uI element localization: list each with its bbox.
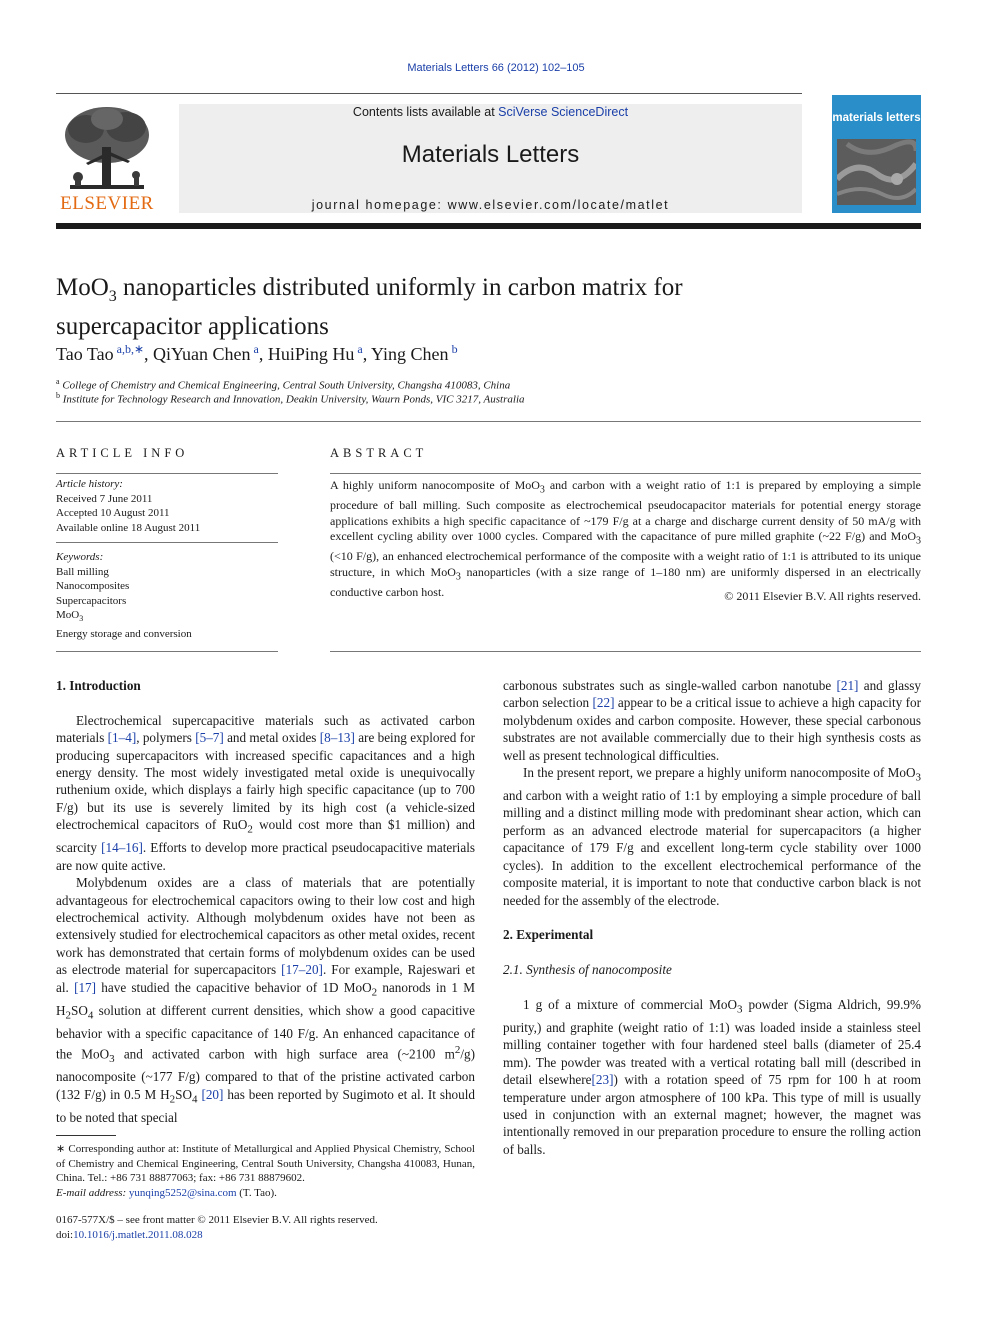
body-paragraph: carbonous substrates such as single-walled carbon nanotube [21] and glassy carbon selection [22] appear to be a critical issue to achieve a high capacity for molybdenum oxides and carbon composite. However, these special carbonous substrates are not available commercially due to their high synthesis costs as well as present technological difficulties. [503,678,921,763]
keywords-block [56,550,192,641]
article-info-heading: ARTICLE INFO [56,446,189,460]
body-paragraph: 1 g of a mixture of commercial MoO$_3$ powder (Sigma Aldrich, 99.9% purity,) and graphite (weight ratio of 1:1) was loaded inside a stainless steel milling container together with four hardened steel balls (diameter of 25.4 mm). The powder was treated with a vertical rotating ball mill (described in detail elsewhere[23]) with a rotation speed of 75 rpm for 100 h at room temperature under argon atmosphere of 100 kPa. This type of mill is usually used in conjunction with an external magnet; however, the magnet was intentionally removed in our preparation procedure to ensure the rolling action of balls. [503,996,921,1157]
elsevier-tree-icon [56,103,158,195]
affiliation-b: $^b$ Institute for Technology Research and Innovation, Deakin University, Waurn Ponds, VIC 3217, Australia [56,391,525,406]
body-paragraph: In the present report, we prepare a highly uniform nanocomposite of MoO$_3$ and carbon with a weight ratio of 1:1 by employing a simple procedure of ball milling and a distinct milling mode with predominant shear action, which can perform as an advanced electrode material for supercapacitors (a higher capacitance of 179 F/g and excellent long-term cycle stability over 1000 cycles). In addition to the excellent electrochemical performance of the composite material, it is important to note that conductive carbon black is not needed for the assembly of the electrode. [503,765,921,908]
abstract-rule [330,651,921,652]
section-heading-introduction: 1. Introduction [56,678,141,693]
sciencedirect-link[interactable]: SciVerse ScienceDirect [498,105,629,119]
body-column-left [56,677,475,1126]
cover-micrograph-image [837,139,916,205]
online-date: Available online 18 August 2011 [56,521,201,534]
header-top-rule [56,93,802,94]
elsevier-wordmark: ELSEVIER [60,193,154,214]
keyword: Supercapacitors [56,594,127,607]
abstract-copyright: © 2011 Elsevier B.V. All rights reserved. [724,589,921,603]
keyword: Ball milling [56,565,109,578]
issn-line: 0167-577X/$ – see front matter © 2011 Elsevier B.V. All rights reserved. [56,1214,378,1226]
author-email-link[interactable]: yunqing5252@sina.com [128,1186,237,1199]
info-rule [56,651,278,652]
journal-homepage[interactable]: journal homepage: www.elsevier.com/locate/matlet [311,198,670,212]
keywords-label: Keywords: [56,551,104,563]
header-thick-rule [56,223,921,229]
corresponding-author-footnote: ∗ Corresponding author at: Institute of Metallurgical and Applied Physical Chemistry, School of Chemistry and Chemical Engineering, Central South University, Changsha 410083, Hunan, China. Tel.: +86 731 88877063; fax: +86 731 88879602. E-mail address: yunqing5252@sina.com (T. Tao). [56,1143,475,1199]
contents-prefix: Contents lists available at [352,105,499,119]
journal-title: Materials Letters [401,141,580,168]
info-rule [56,473,278,474]
affiliation-rule [56,421,921,422]
author-affiliation-mark[interactable]: a [354,342,363,356]
info-rule [56,542,278,543]
body-column-right [503,677,921,1158]
author-affiliation-mark[interactable]: a,b,∗ [113,342,145,356]
author-name: HuiPing Hu [267,344,355,364]
abstract-text: A highly uniform nanocomposite of MoO$_3$ and carbon with a weight ratio of 1:1 is prepared by employing a simple procedure of ball milling. Such composite as electrochemical pseudocapacitor materials for potential energy storage applications exhibits a high specific capacitance of ~179 F/g at a charge and discharge current density of 50 mA/g with excellent cycling ability over 1000 cycles. Compared with the capacitance of pure milled graphite (~22 F/g) and MoO$_3$ (<10 F/g), an enhanced electrochemical performance of the composite with a weight ratio of 1:1 is attributed to its unique structure, in which MoO$_3$ nanoparticles (with a size range of 1–180 nm) are uniformly dispersed in an electrically conductive carbon host. [330,478,921,599]
keyword: Nanocomposites [56,580,130,592]
keyword: MoO$_3$ [56,609,84,624]
contents-line [179,105,802,119]
abstract-rule [330,473,921,474]
cover-title: materials letters [832,112,921,124]
front-matter: 0167-577X/$ – see front matter © 2011 Elsevier B.V. All rights reserved. doi:10.1016/j.matlet.2011.08.028 [56,1214,378,1241]
subsection-heading-synthesis: 2.1. Synthesis of nanocomposite [503,962,672,978]
affiliation-a: $^a$ College of Chemistry and Chemical Engineering, Central South University, Changsha 410083, China [56,377,511,392]
keyword: Energy storage and conversion [56,627,192,640]
body-paragraph: Electrochemical supercapacitive materials such as activated carbon materials [1–4], polymers [5–7] and metal oxides [8–13] are being explored for producing supercapacitors with increased specific capacitances and a high energy density. The most widely investigated metal oxide is unequivocally ruthenium oxide, which displays a fairly high specific capacitance (up to 700 F/g) but its use is severely limited by its high cost (a vehicle-sized electrochemical capacitors of RuO$_2$ would cost more than $1 million) and scarcity [14–16]. Efforts to develop more practical pseudocapacitive materials are now quite active. [56,712,476,873]
article-history [56,477,200,535]
journal-cover-thumbnail [832,95,921,213]
section-heading-experimental: 2. Experimental [503,927,594,943]
author-affiliation-mark[interactable]: b [448,342,458,356]
body-paragraph: Molybdenum oxides are a class of materials that are potentially advantageous for electrochemical capacitors owing to their low cost and high electrochemical activity. Although molybdenum oxides have not been as extensively studied for electrochemical capacitors as other metal oxides, recent work has demonstrated that certain forms of molybdenum oxides can be used as electrode material for supercapacitors [17–20]. For example, Rajeswari et al. [17] have studied the capacitive behavior of 1D MoO$_2$ nanorods in 1 M $H_2SO_4$ solution at different current densities, which show a good capacitive behavior with a specific capacitance of 140 F/g. An enhanced capacitance of the MoO$_3$ and activated carbon with high surface area (~2100 $m^2/g$) nanocomposite (~177 F/g) compared to that of the pristine activated carbon (132 F/g) in 0.5 M $H_2SO_4$ [20] has been reported by Sugimoto et al. It should to be noted that special [56,875,475,1125]
author-affiliation-mark[interactable]: a [250,342,259,356]
footnote-rule [56,1135,116,1136]
micrograph-texture-icon [837,139,916,205]
author-list: Tao Tao $^{a,b,∗}$, QiYuan Chen $^a$, HuiPing Hu $^a$, Ying Chen $^b$ [56,342,458,364]
received-date: Received 7 June 2011 [56,492,153,505]
abstract-heading: ABSTRACT [330,446,428,460]
author-name: QiYuan Chen [153,344,251,364]
doi-link[interactable]: 10.1016/j.matlet.2011.08.028 [73,1228,203,1241]
journal-reference[interactable]: Materials Letters 66 (2012) 102–105 [407,62,585,74]
history-label: Article history: [56,478,123,490]
author-name: Tao Tao [56,344,114,364]
accepted-date: Accepted 10 August 2011 [56,507,170,519]
paper-title: MoO$_3$ nanoparticles distributed uniformly in carbon matrix for supercapacitor applications [56,274,683,340]
author-name: Ying Chen [371,344,449,364]
elsevier-logo [56,103,158,215]
